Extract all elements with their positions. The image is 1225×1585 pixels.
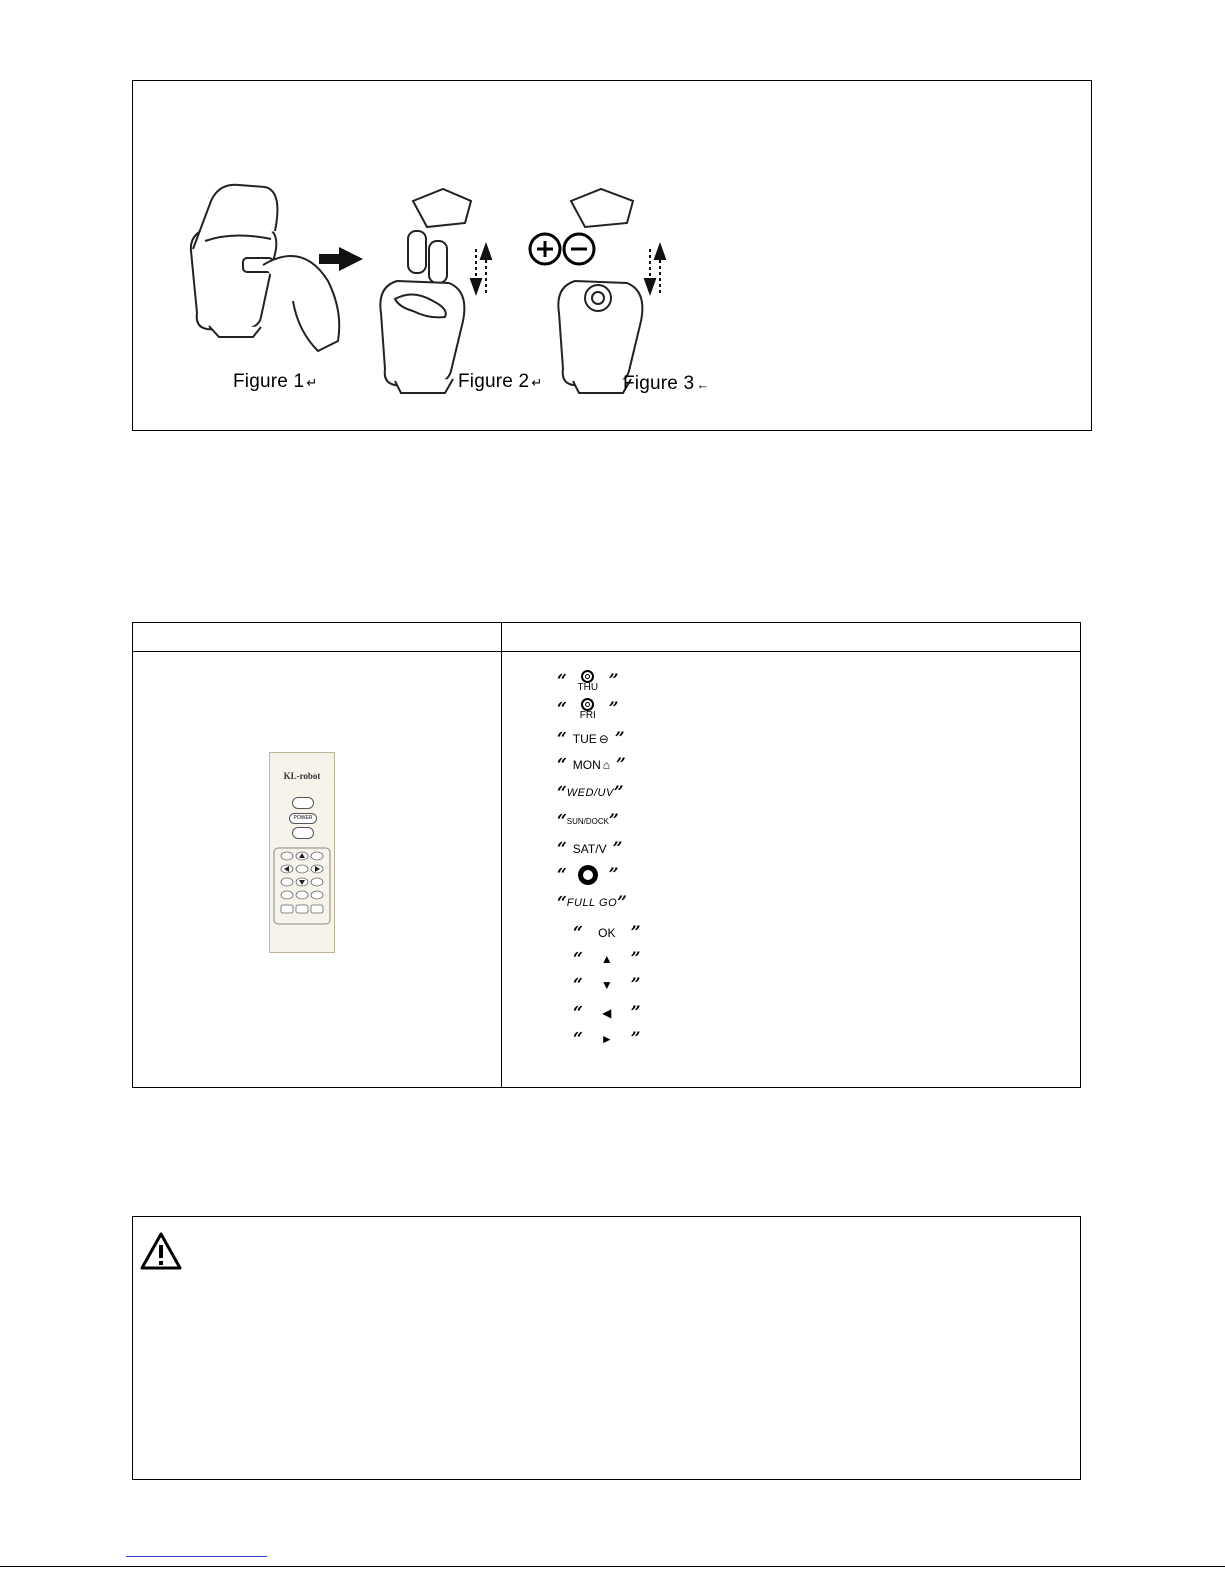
figure3-updown-arrow-icon bbox=[645, 245, 665, 293]
sat-v-key-row: “ SAT/V ” bbox=[557, 839, 623, 859]
warning-box bbox=[132, 1216, 1081, 1480]
plus-polarity-icon bbox=[530, 234, 560, 264]
full-go-key-row: “ FULL GO ” bbox=[557, 893, 627, 913]
left-arrow-icon: ◀ bbox=[602, 1006, 612, 1020]
table-header-divider bbox=[133, 651, 1080, 652]
figure1-caption: Figure 1 ↵ bbox=[233, 371, 318, 392]
remote-keypad-grid bbox=[273, 847, 333, 927]
battery-installation-figure-box bbox=[132, 80, 1092, 431]
remote-control-illustration bbox=[269, 752, 335, 953]
remote-power-button: POWER bbox=[289, 813, 317, 824]
remote-brand-label: KL-robot bbox=[283, 771, 321, 781]
minus-polarity-icon bbox=[564, 234, 594, 264]
warning-triangle-icon bbox=[139, 1231, 183, 1271]
figure1-arrow-icon bbox=[319, 247, 363, 271]
footer-link-underline[interactable] bbox=[126, 1556, 267, 1557]
figure2-robot-open-illustration bbox=[380, 189, 471, 393]
spot-clean-icon bbox=[578, 865, 598, 885]
tue-key-row: “ TUE ⊖ ” bbox=[557, 729, 625, 749]
table-column-divider bbox=[501, 623, 502, 1087]
spot-key-row: “ ” bbox=[557, 865, 619, 885]
figure2-updown-arrow-icon bbox=[471, 245, 491, 293]
ok-key-row: “ OK ” bbox=[573, 923, 641, 943]
footer-rule bbox=[0, 1566, 1225, 1567]
left-key-row: “ ◀ ” bbox=[573, 1003, 641, 1023]
right-key-row: “ ► ” bbox=[573, 1029, 641, 1049]
figure1-robot-illustration bbox=[191, 185, 339, 351]
home-icon: ⌂ bbox=[602, 758, 611, 772]
right-arrow-icon: ► bbox=[600, 1032, 613, 1046]
down-key-row: “ ▼ ” bbox=[573, 975, 641, 995]
remote-top-button-icon bbox=[292, 797, 314, 809]
remote-bottom-button-icon bbox=[292, 827, 314, 839]
figure3-caption: Figure 3 ← bbox=[623, 373, 710, 394]
sun-dock-key-row: “ SUN/DOCK ” bbox=[557, 811, 619, 831]
thu-ring-icon bbox=[581, 670, 594, 683]
up-key-row: “ ▲ ” bbox=[573, 949, 641, 969]
fri-key-row: “ FRI ” bbox=[557, 699, 619, 721]
up-arrow-icon: ▲ bbox=[600, 952, 613, 966]
figure3-robot-polarity-illustration bbox=[558, 189, 642, 393]
clock-icon: ⊖ bbox=[598, 732, 609, 746]
wed-uv-key-row: “ WED/UV ” bbox=[557, 783, 624, 803]
fri-ring-icon bbox=[581, 698, 594, 711]
thu-key-row: “ THU ” bbox=[557, 671, 619, 693]
figure2-caption: Figure 2 ↵ bbox=[458, 371, 543, 392]
down-arrow-icon: ▼ bbox=[600, 978, 613, 992]
remote-control-table bbox=[132, 622, 1081, 1088]
mon-key-row: “ MON ⌂ ” bbox=[557, 755, 626, 775]
